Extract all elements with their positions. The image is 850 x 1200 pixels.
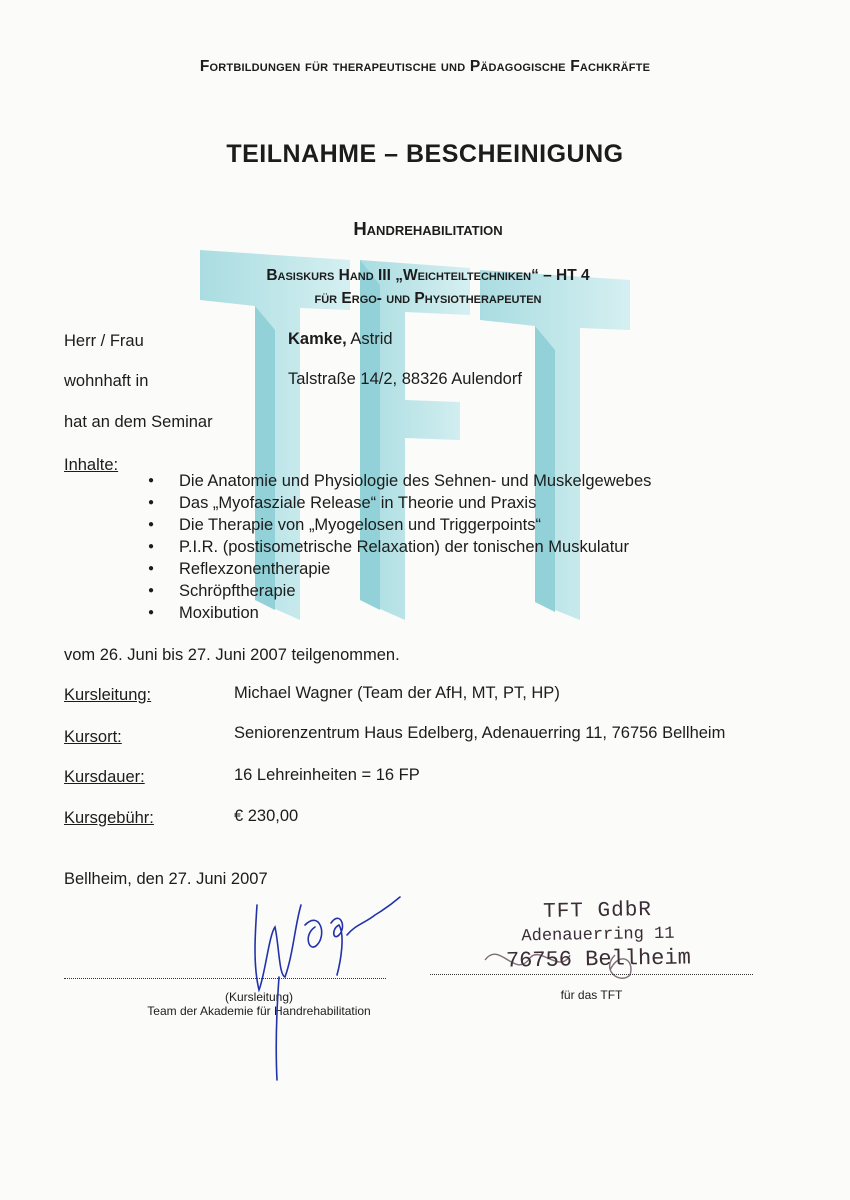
list-item: ● Das „Myofasziale Release“ in Theorie und Praxis <box>148 492 651 514</box>
person-surname: Kamke, <box>288 330 347 348</box>
place-value: Seniorenzentrum Haus Edelberg, Adenauerring 11, 76756 Bellheim <box>234 724 726 742</box>
course-name: Handrehabilitation <box>353 218 503 239</box>
stamp-line-1: TFT GdbR <box>542 899 653 924</box>
contents-list <box>148 470 651 624</box>
address-label: wohnhaft in <box>64 372 149 390</box>
course-period: vom 26. Juni bis 27. Juni 2007 teilgenommen. <box>64 646 400 664</box>
stamp-line-3: 76756 Bellheim <box>505 945 692 974</box>
duration-value: 16 Lehreinheiten = 16 FP <box>234 766 420 784</box>
stamp-scribble <box>470 930 730 990</box>
address-value: Talstraße 14/2, 88326 Aulendorf <box>288 370 522 388</box>
list-item: ● Die Anatomie und Physiologie des Sehnen- und Muskelgewebes <box>148 470 651 492</box>
seminar-label: hat an dem Seminar <box>64 413 213 431</box>
duration-label: Kursdauer: <box>64 768 145 786</box>
document-title: TEILNAHME – BESCHEINIGUNG <box>226 140 624 168</box>
fee-label: Kursgebühr: <box>64 809 154 827</box>
list-item: ● Schröpftherapie <box>148 580 651 602</box>
list-item: ● Die Therapie von „Myogelosen und Triggerpoints“ <box>148 514 651 536</box>
list-item: ● Moxibution <box>148 602 651 624</box>
contents-label: Inhalte: <box>64 456 119 474</box>
lead-label: Kursleitung: <box>64 686 152 704</box>
fee-value: € 230,00 <box>234 807 299 825</box>
signature-caption-role: (Kursleitung) <box>224 990 294 1004</box>
course-line-2: für Ergo- und Physiotherapeuten <box>314 290 542 307</box>
handwritten-signature <box>235 865 415 1090</box>
course-line-1: Basiskurs Hand III „Weichteiltechniken“ – HT 4 <box>266 267 590 284</box>
person-label: Herr / Frau <box>64 332 144 350</box>
place-label: Kursort: <box>64 728 122 746</box>
person-name <box>288 330 393 349</box>
person-firstname: Astrid <box>350 330 393 348</box>
list-item: ● P.I.R. (postisometrische Relaxation) der tonischen Muskulatur <box>148 536 651 558</box>
signature-caption-right: für das TFT <box>560 988 623 1002</box>
place-date: Bellheim, den 27. Juni 2007 <box>64 870 268 888</box>
signature-caption-team: Team der Akademie für Handrehabilitation <box>147 1004 371 1018</box>
course-subtitle <box>0 264 850 310</box>
header-organisation: Fortbildungen für therapeutische und Pädagogische Fachkräfte <box>199 58 651 75</box>
stamp-line-2: Adenauerring 11 <box>521 924 675 947</box>
list-item: ● Reflexzonentherapie <box>148 558 651 580</box>
lead-value: Michael Wagner (Team der AfH, MT, PT, HP) <box>234 684 560 702</box>
